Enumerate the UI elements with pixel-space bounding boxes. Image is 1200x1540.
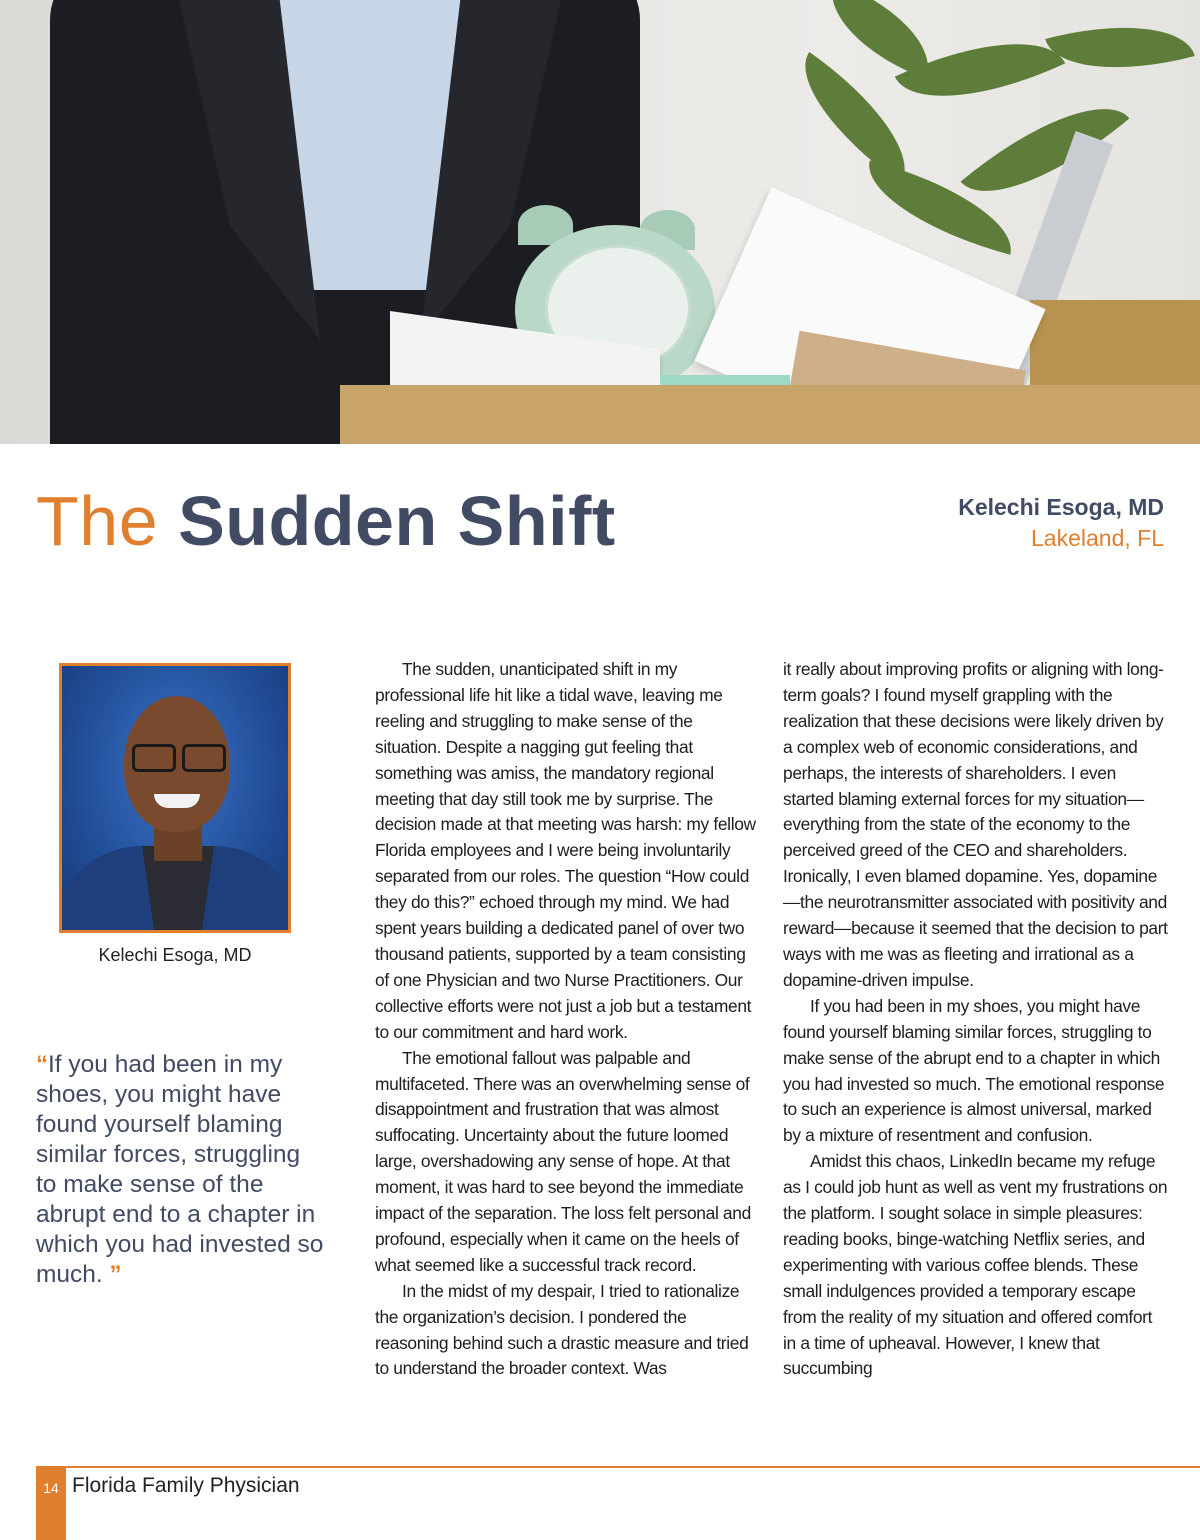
paragraph-continued: it really about improving profits or aligning with long-term goals? I found myself grappling with the realization that these decisions were likely driven by a complex web of economic considerations, and perhaps, the interests of shareholders. I even started blaming external forces for my situation—everything from the state of the economy to the perceived greed of the CEO and shareholders. Ironically, I even blamed dopamine. Yes, dopamine—the neurotransmitter associated with positivity and reward—because it seemed that the decision to part ways with me was as fleeting and irrational as a dopamine-driven impulse. (783, 659, 1168, 990)
title-lead: The (36, 482, 159, 560)
hero-box (340, 385, 1200, 444)
paragraph: The emotional fallout was palpable and multifaceted. There was an overwhelming sense of disappointment and frustration that was almost suffocating. Uncertainty about the future loomed large, overshadowing any sense of hope. At that moment, it was hard to see beyond the immediate impact of the separation. The loss felt personal and profound, especially when it came on the heels of what seemed like a successful track record. (375, 1047, 751, 1275)
photo-caption: Kelechi Esoga, MD (98, 945, 252, 965)
hero-image (0, 0, 1200, 444)
pull-quote (36, 1050, 326, 1290)
paragraph: In the midst of my despair, I tried to rationalize the organization’s decision. I pondered the reasoning behind such a drastic measure and tried to understand the broader context. Was (375, 1280, 749, 1379)
article-title (36, 482, 616, 560)
portrait-smile (154, 794, 200, 808)
publication-name: Florida Family Physician (72, 1474, 300, 1497)
open-quote-mark: “ (36, 1051, 48, 1078)
article-column-2 (783, 657, 1168, 1382)
paragraph: If you had been in my shoes, you might have found yourself blaming similar forces, struggling to make sense of the abrupt end to a chapter in which you had invested so much. The emotional response to such an experience is almost universal, marked by a mixture of resentment and confusion. (783, 995, 1165, 1146)
close-quote-mark: ” (109, 1261, 122, 1288)
page-number: 14 (43, 1480, 59, 1496)
plant-leaf (1045, 3, 1194, 92)
footer-rule (36, 1466, 1200, 1468)
footer-tab (36, 1468, 66, 1540)
author-photo (59, 663, 291, 933)
byline (958, 494, 1164, 552)
author-name: Kelechi Esoga, MD (958, 494, 1164, 520)
portrait-glasses (130, 744, 224, 768)
author-location: Lakeland, FL (1031, 525, 1164, 551)
paragraph: The sudden, unanticipated shift in my professional life hit like a tidal wave, leaving me reeling and struggling to make sense of the situation. Despite a nagging gut feeling that something was amiss, the mandatory regional meeting that day still took me by surprise. The decision made at that meeting was harsh: my fellow Florida employees and I were being involuntarily separated from our roles. The question “How could they do this?” echoed through my mind. We had spent years building a dedicated panel of over two thousand patients, supported by a team consisting of one Physician and two Nurse Practitioners. Our collective efforts were not just a job but a testament to our commitment and hard work. (375, 659, 756, 1042)
plant-leaf (895, 9, 1065, 131)
title-main: Sudden Shift (178, 482, 616, 560)
pull-quote-text: If you had been in my shoes, you might have found yourself blaming similar forces, struggling to make sense of the abrupt end to a chapter in which you had invested so much. (36, 1051, 324, 1288)
article-column-1 (375, 657, 760, 1382)
paragraph: Amidst this chaos, LinkedIn became my refuge as I could job hunt as well as vent my frustrations on the platform. I sought solace in simple pleasures: reading books, binge-watching Netflix series, and experimenting with various coffee blends. These small indulgences provided a temporary escape from the reality of my situation and offered comfort in a time of upheaval. However, I knew that succumbing (783, 1151, 1168, 1379)
